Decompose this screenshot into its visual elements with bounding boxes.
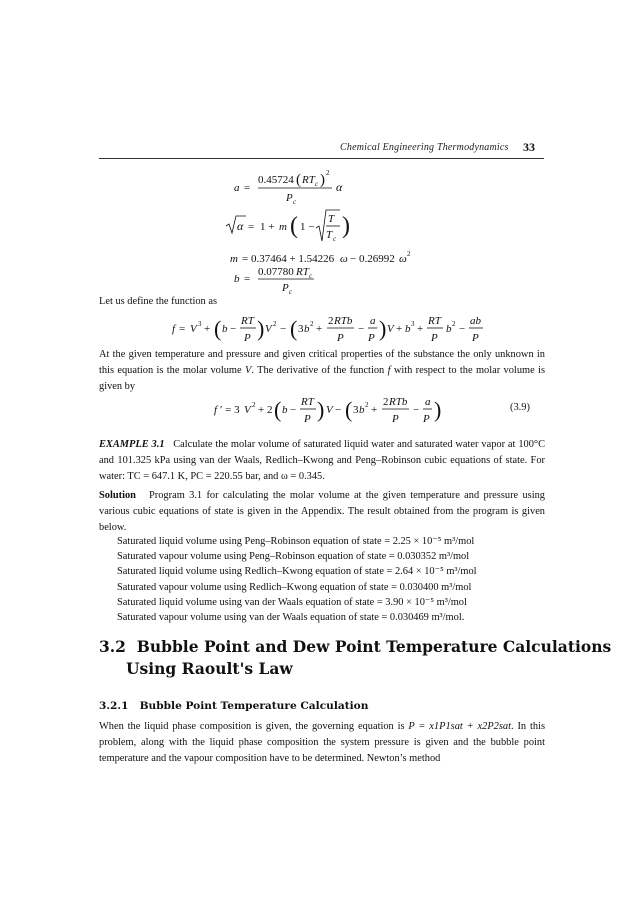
example-pc: PC = 220.55 bar, and bbox=[190, 470, 281, 482]
example-body: Calculate the molar volume of saturated liquid water and saturated water vapor at 100°C and 101.325 kPa using van der Waals, Redlich–Kwong and Peng–Robinson cubic equations of state. For water: bbox=[99, 439, 545, 482]
svg-text:f: f bbox=[172, 323, 176, 335]
running-header-title: Chemical Engineering Thermodynamics bbox=[340, 142, 509, 153]
svg-text:1 −: 1 − bbox=[300, 221, 315, 233]
svg-text:P: P bbox=[304, 413, 311, 425]
svg-text:ab: ab bbox=[470, 315, 481, 327]
svg-text:b: b bbox=[446, 323, 452, 335]
svg-text:=: = bbox=[179, 323, 186, 335]
svg-text:P: P bbox=[244, 332, 251, 344]
svg-text:P: P bbox=[472, 332, 479, 344]
svg-text:a: a bbox=[234, 182, 240, 194]
section-title-line2: Using Raoult's Law bbox=[126, 659, 293, 678]
svg-text:T: T bbox=[328, 213, 335, 225]
svg-text:b: b bbox=[282, 404, 288, 416]
svg-text:a: a bbox=[425, 396, 431, 408]
svg-text:b: b bbox=[234, 273, 240, 285]
svg-text:+: + bbox=[396, 323, 403, 335]
svg-text:RT: RT bbox=[428, 315, 441, 327]
equation-a bbox=[228, 166, 448, 210]
equation-f bbox=[172, 311, 492, 347]
svg-text:P: P bbox=[368, 332, 375, 344]
derivative-var-v: V bbox=[244, 364, 252, 376]
svg-text:RT: RT bbox=[302, 174, 315, 186]
svg-text:−: − bbox=[230, 323, 237, 335]
equation-f-graphic bbox=[172, 311, 492, 347]
svg-text:+: + bbox=[204, 323, 211, 335]
svg-text:a: a bbox=[370, 315, 376, 327]
svg-text:3: 3 bbox=[198, 320, 202, 328]
solution-label: Solution bbox=[99, 490, 136, 501]
svg-text:0.45724: 0.45724 bbox=[258, 174, 294, 186]
derivative-var-f: f bbox=[387, 364, 391, 376]
svg-text:2: 2 bbox=[383, 396, 389, 408]
svg-text:+: + bbox=[316, 323, 323, 335]
svg-text:b: b bbox=[359, 404, 365, 416]
svg-text:2: 2 bbox=[273, 320, 277, 328]
svg-text:V: V bbox=[326, 404, 333, 416]
svg-text:P: P bbox=[431, 332, 438, 344]
svg-text:): ) bbox=[320, 172, 325, 188]
equation-a-graphic bbox=[228, 166, 448, 210]
svg-text:−: − bbox=[413, 404, 420, 416]
equation-fprime bbox=[214, 395, 454, 431]
equation-b bbox=[228, 264, 348, 296]
svg-text:c: c bbox=[309, 272, 313, 280]
svg-text:+: + bbox=[371, 404, 378, 416]
solution-paragraph bbox=[99, 488, 545, 535]
equation-alpha-graphic bbox=[222, 206, 442, 248]
derivative-text-part1: At the given temperature and pressure and given critical properties of the substance the only unknown in this equation is the molar volume bbox=[99, 349, 545, 376]
svg-text:(: ( bbox=[296, 172, 301, 188]
svg-text:c: c bbox=[333, 235, 337, 243]
svg-text:3: 3 bbox=[298, 323, 304, 335]
svg-text:2: 2 bbox=[452, 320, 456, 328]
raoult-equation: P = x1P1sat + x2P2sat bbox=[408, 721, 511, 732]
svg-text:2: 2 bbox=[252, 401, 256, 409]
svg-text:+ 2: + 2 bbox=[258, 404, 273, 416]
svg-text:c: c bbox=[315, 180, 319, 188]
svg-text:α: α bbox=[237, 219, 244, 233]
svg-text:ω: ω bbox=[399, 253, 407, 265]
svg-text:α: α bbox=[336, 180, 343, 194]
svg-text:= 0.37464 + 1.54226: = 0.37464 + 1.54226 bbox=[242, 253, 335, 265]
example-omega: ω = 0.345. bbox=[280, 470, 325, 482]
subsection-title: Bubble Point Temperature Calculation bbox=[139, 700, 369, 712]
svg-text:−: − bbox=[358, 323, 365, 335]
derivative-text-part2: . The derivative of the function bbox=[251, 364, 388, 376]
svg-text:(: ( bbox=[290, 213, 298, 239]
svg-text:): ) bbox=[379, 316, 387, 341]
svg-text:0.07780: 0.07780 bbox=[258, 266, 294, 278]
svg-text:b: b bbox=[405, 323, 411, 335]
derivative-text-part3: with respect to the molar volume is given by bbox=[99, 364, 546, 392]
solution-body: Program 3.1 for calculating the molar volume at the given temperature and pressure using various cubic equations of state is given in the Appendix. The result obtained from the program is given below. bbox=[99, 490, 546, 533]
svg-text:RTb: RTb bbox=[389, 396, 408, 408]
svg-text:P: P bbox=[282, 282, 289, 294]
svg-text:RT: RT bbox=[241, 315, 254, 327]
text-define-function: Let us define the function as bbox=[99, 296, 218, 307]
result-line: Saturated liquid volume using Peng–Robinson equation of state = 2.25 × 10⁻⁵ m³/mol bbox=[117, 536, 475, 547]
result-line: Saturated liquid volume using Redlich–Kwong equation of state = 2.64 × 10⁻⁵ m³/mol bbox=[117, 566, 477, 578]
svg-text:2: 2 bbox=[326, 169, 330, 177]
equation-number-3-9: (3.9) bbox=[510, 402, 530, 413]
result-line: Saturated vapour volume using van der Waals equation of state = 0.030469 m³/mol. bbox=[117, 612, 465, 624]
svg-text:=: = bbox=[244, 273, 251, 285]
subsection-number: 3.2.1 bbox=[99, 700, 129, 712]
result-line: Saturated vapour volume using Redlich–Kwong equation of state = 0.030400 m³/mol bbox=[117, 581, 472, 593]
equation-alpha bbox=[222, 206, 442, 248]
svg-text:b: b bbox=[304, 323, 310, 335]
svg-text:P: P bbox=[423, 413, 430, 425]
text-derivative-paragraph bbox=[99, 347, 545, 394]
subsection-heading-3-2-1 bbox=[99, 700, 368, 712]
results-list bbox=[117, 534, 545, 625]
svg-text:): ) bbox=[342, 213, 350, 239]
section-number: 3.2 bbox=[99, 637, 126, 656]
header-rule bbox=[99, 158, 544, 159]
svg-text:=: = bbox=[248, 221, 255, 233]
svg-text:−: − bbox=[459, 323, 466, 335]
svg-text:m: m bbox=[230, 253, 238, 265]
equation-fprime-graphic bbox=[214, 395, 454, 431]
section-title-line1: Bubble Point and Dew Point Temperature Calculations bbox=[136, 637, 612, 656]
svg-text:=: = bbox=[244, 182, 251, 194]
example-label: EXAMPLE 3.1 bbox=[99, 439, 165, 450]
result-line: Saturated liquid volume using van der Waals equation of state = 3.90 × 10⁻⁵ m³/mol bbox=[117, 596, 467, 608]
svg-text:RT: RT bbox=[296, 266, 309, 278]
svg-text:V: V bbox=[265, 323, 272, 335]
svg-text:+: + bbox=[417, 323, 424, 335]
svg-text:V: V bbox=[190, 323, 197, 335]
svg-text:c: c bbox=[293, 198, 297, 206]
svg-text:(: ( bbox=[290, 316, 298, 341]
svg-text:2: 2 bbox=[407, 250, 411, 258]
bubble-point-paragraph bbox=[99, 719, 545, 766]
svg-text:−: − bbox=[335, 404, 342, 416]
svg-text:(: ( bbox=[345, 397, 353, 422]
svg-text:RT: RT bbox=[301, 396, 314, 408]
result-line: Saturated vapour volume using Peng–Robinson equation of state = 0.030352 m³/mol bbox=[117, 551, 470, 563]
svg-text:V: V bbox=[244, 404, 251, 416]
svg-text:f: f bbox=[214, 404, 218, 416]
svg-text:(: ( bbox=[274, 397, 282, 422]
svg-text:′ = 3: ′ = 3 bbox=[220, 404, 240, 416]
svg-text:2: 2 bbox=[310, 320, 314, 328]
svg-text:P: P bbox=[392, 413, 399, 425]
svg-text:m: m bbox=[279, 221, 287, 233]
svg-text:(: ( bbox=[214, 316, 222, 341]
svg-text:b: b bbox=[222, 323, 228, 335]
svg-text:3: 3 bbox=[411, 320, 415, 328]
svg-text:1 +: 1 + bbox=[260, 221, 275, 233]
svg-text:): ) bbox=[317, 397, 325, 422]
bubble-text-part2: . In this problem, along with the liquid phase composition the system pressure is given and the bubble point temperature and the vapour composition have to be determined. Newton’s method bbox=[99, 721, 545, 764]
svg-text:2: 2 bbox=[328, 315, 334, 327]
section-heading-3-2 bbox=[99, 636, 611, 658]
svg-text:T: T bbox=[326, 229, 333, 241]
svg-text:V: V bbox=[387, 323, 394, 335]
svg-text:RTb: RTb bbox=[334, 315, 353, 327]
equation-b-graphic bbox=[228, 264, 348, 296]
svg-text:c: c bbox=[289, 288, 293, 296]
example-tc: TC = 647.1 K, bbox=[127, 470, 191, 482]
svg-text:−: − bbox=[280, 323, 287, 335]
page-number: 33 bbox=[523, 140, 535, 154]
bubble-text-part1: When the liquid phase composition is given, the governing equation is bbox=[99, 721, 409, 732]
svg-text:2: 2 bbox=[365, 401, 369, 409]
svg-text:): ) bbox=[434, 397, 442, 422]
svg-text:): ) bbox=[257, 316, 265, 341]
example-3-1 bbox=[99, 437, 545, 484]
svg-text:−: − bbox=[290, 404, 297, 416]
svg-text:3: 3 bbox=[353, 404, 359, 416]
svg-text:P: P bbox=[286, 192, 293, 204]
svg-text:− 0.26992: − 0.26992 bbox=[350, 253, 395, 265]
svg-text:ω: ω bbox=[340, 253, 348, 265]
svg-text:P: P bbox=[337, 332, 344, 344]
